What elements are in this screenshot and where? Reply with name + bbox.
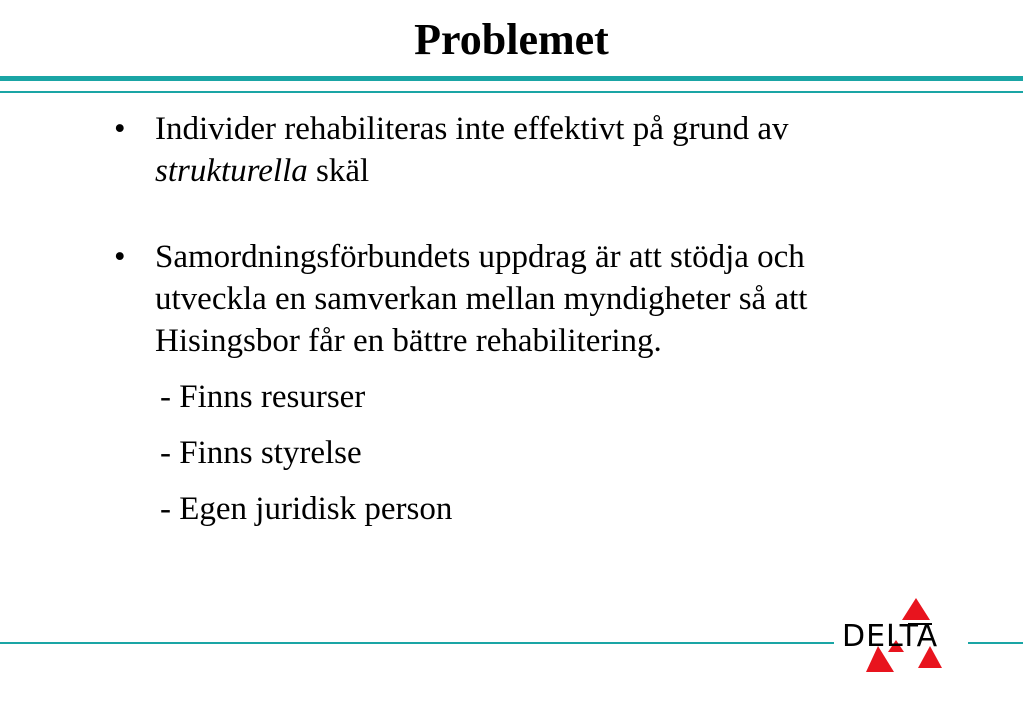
slide-title: Problemet bbox=[414, 15, 609, 64]
bullet-icon: • bbox=[114, 111, 126, 147]
sub-item: - Finns styrelse bbox=[160, 435, 362, 471]
bullet-text-part: skäl bbox=[307, 153, 370, 189]
sub-item: - Egen juridisk person bbox=[160, 491, 453, 527]
slide-content bbox=[114, 108, 914, 530]
sub-item: - Finns resurser bbox=[160, 379, 366, 415]
bullet-text-italic: strukturella bbox=[155, 153, 308, 189]
bullet-text bbox=[155, 111, 789, 189]
logo-text: DELTA bbox=[842, 619, 939, 654]
logo-triangle-top bbox=[902, 598, 930, 620]
bullet-text: Samordningsförbundets uppdrag är att stödja och utveckla en samverkan mellan myndigheter så att Hisingsbor får en bättre rehabilitering. bbox=[155, 239, 808, 359]
bullet-item bbox=[114, 108, 914, 192]
bullet-text-part: Individer rehabiliteras inte effektivt på grund av bbox=[155, 111, 789, 147]
delta-logo bbox=[838, 596, 968, 676]
bullet-icon: • bbox=[114, 239, 126, 275]
bullet-item bbox=[114, 236, 914, 362]
title-rule-thick bbox=[0, 76, 1023, 81]
title-rule-thin bbox=[0, 91, 1023, 93]
